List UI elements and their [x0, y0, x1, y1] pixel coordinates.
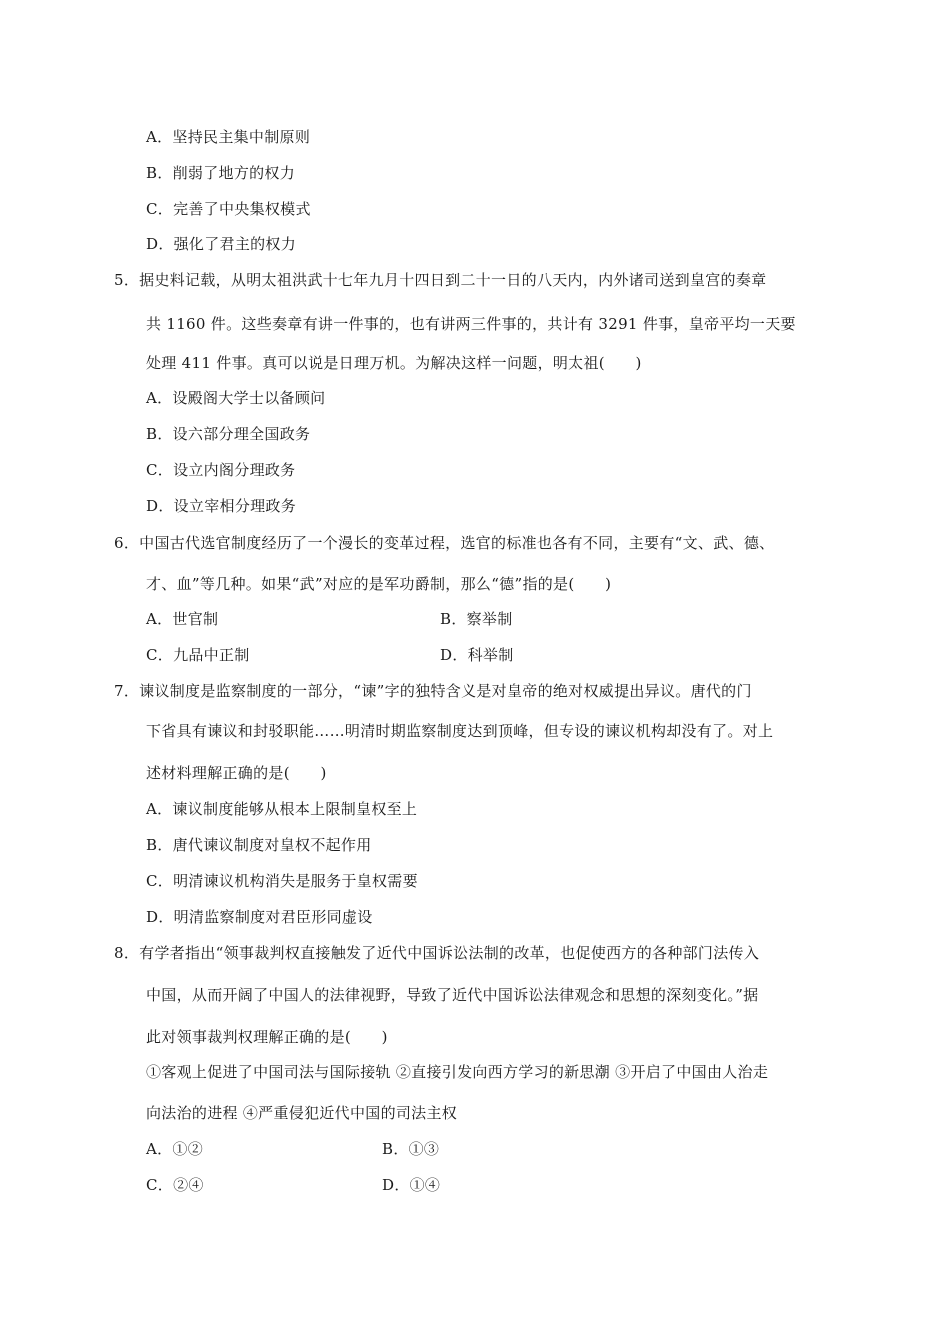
q5-option-d: D．设立宰相分理政务	[146, 497, 297, 515]
q8-statements-line-2: 向法治的进程 ④严重侵犯近代中国的司法主权	[146, 1104, 458, 1122]
q8-option-d: D．①④	[382, 1176, 441, 1194]
q6-option-c: C．九品中正制	[146, 646, 250, 664]
q5-option-a: A．设殿阁大学士以备顾问	[146, 389, 326, 407]
q8-option-a: A．①②	[146, 1140, 204, 1158]
q4-option-c: C．完善了中央集权模式	[146, 200, 311, 218]
q5-option-b: B．设六部分理全国政务	[146, 425, 311, 443]
q6-stem-line-1: 6．中国古代选官制度经历了一个漫长的变革过程，选官的标准也各有不同，主要有“文、武、德、	[114, 534, 775, 552]
q6-option-b: B．察举制	[440, 610, 513, 628]
q7-stem-line-2: 下省具有谏议和封驳职能……明清时期监察制度达到顶峰，但专设的谏议机构却没有了。对上	[146, 722, 774, 740]
q5-stem-line-3: 处理 411 件事。真可以说是日理万机。为解决这样一问题，明太祖( )	[146, 354, 642, 372]
q8-stem-line-2: 中国，从而开阔了中国人的法律视野，导致了近代中国诉讼法律观念和思想的深刻变化。”据	[146, 986, 759, 1004]
q8-statements-line-1: ①客观上促进了中国司法与国际接轨 ②直接引发向西方学习的新思潮 ③开启了中国由人治走	[146, 1063, 769, 1081]
q7-option-a: A．谏议制度能够从根本上限制皇权至上	[146, 800, 418, 818]
q7-option-c: C．明清谏议机构消失是服务于皇权需要	[146, 872, 418, 890]
q6-option-d: D．科举制	[440, 646, 514, 664]
q5-stem-line-2: 共 1160 件。这些奏章有讲一件事的，也有讲两三件事的，共计有 3291 件事，皇帝平均一天要	[146, 315, 796, 333]
q4-option-a: A．坚持民主集中制原则	[146, 128, 311, 146]
q6-option-a: A．世官制	[146, 610, 219, 628]
q4-option-d: D．强化了君主的权力	[146, 235, 297, 253]
q8-stem-line-3: 此对领事裁判权理解正确的是( )	[146, 1028, 388, 1046]
q6-stem-line-2: 才、血”等几种。如果“武”对应的是军功爵制，那么“德”指的是( )	[146, 575, 612, 593]
q8-option-b: B．①③	[382, 1140, 440, 1158]
q7-option-b: B．唐代谏议制度对皇权不起作用	[146, 836, 372, 854]
q5-option-c: C．设立内阁分理政务	[146, 461, 296, 479]
q8-option-c: C．②④	[146, 1176, 204, 1194]
q4-option-b: B．削弱了地方的权力	[146, 164, 296, 182]
q5-stem-line-1: 5．据史料记载，从明太祖洪武十七年九月十四日到二十一日的八天内，内外诸司送到皇宫的奏章	[114, 271, 767, 289]
q7-stem-line-1: 7．谏议制度是监察制度的一部分，“谏”字的独特含义是对皇帝的绝对权威提出异议。唐代的门	[114, 682, 752, 700]
q8-stem-line-1: 8．有学者指出“领事裁判权直接触发了近代中国诉讼法制的改革，也促使西方的各种部门法传入	[114, 944, 760, 962]
q7-option-d: D．明清监察制度对君臣形同虚设	[146, 908, 373, 926]
q7-stem-line-3: 述材料理解正确的是( )	[146, 764, 327, 782]
